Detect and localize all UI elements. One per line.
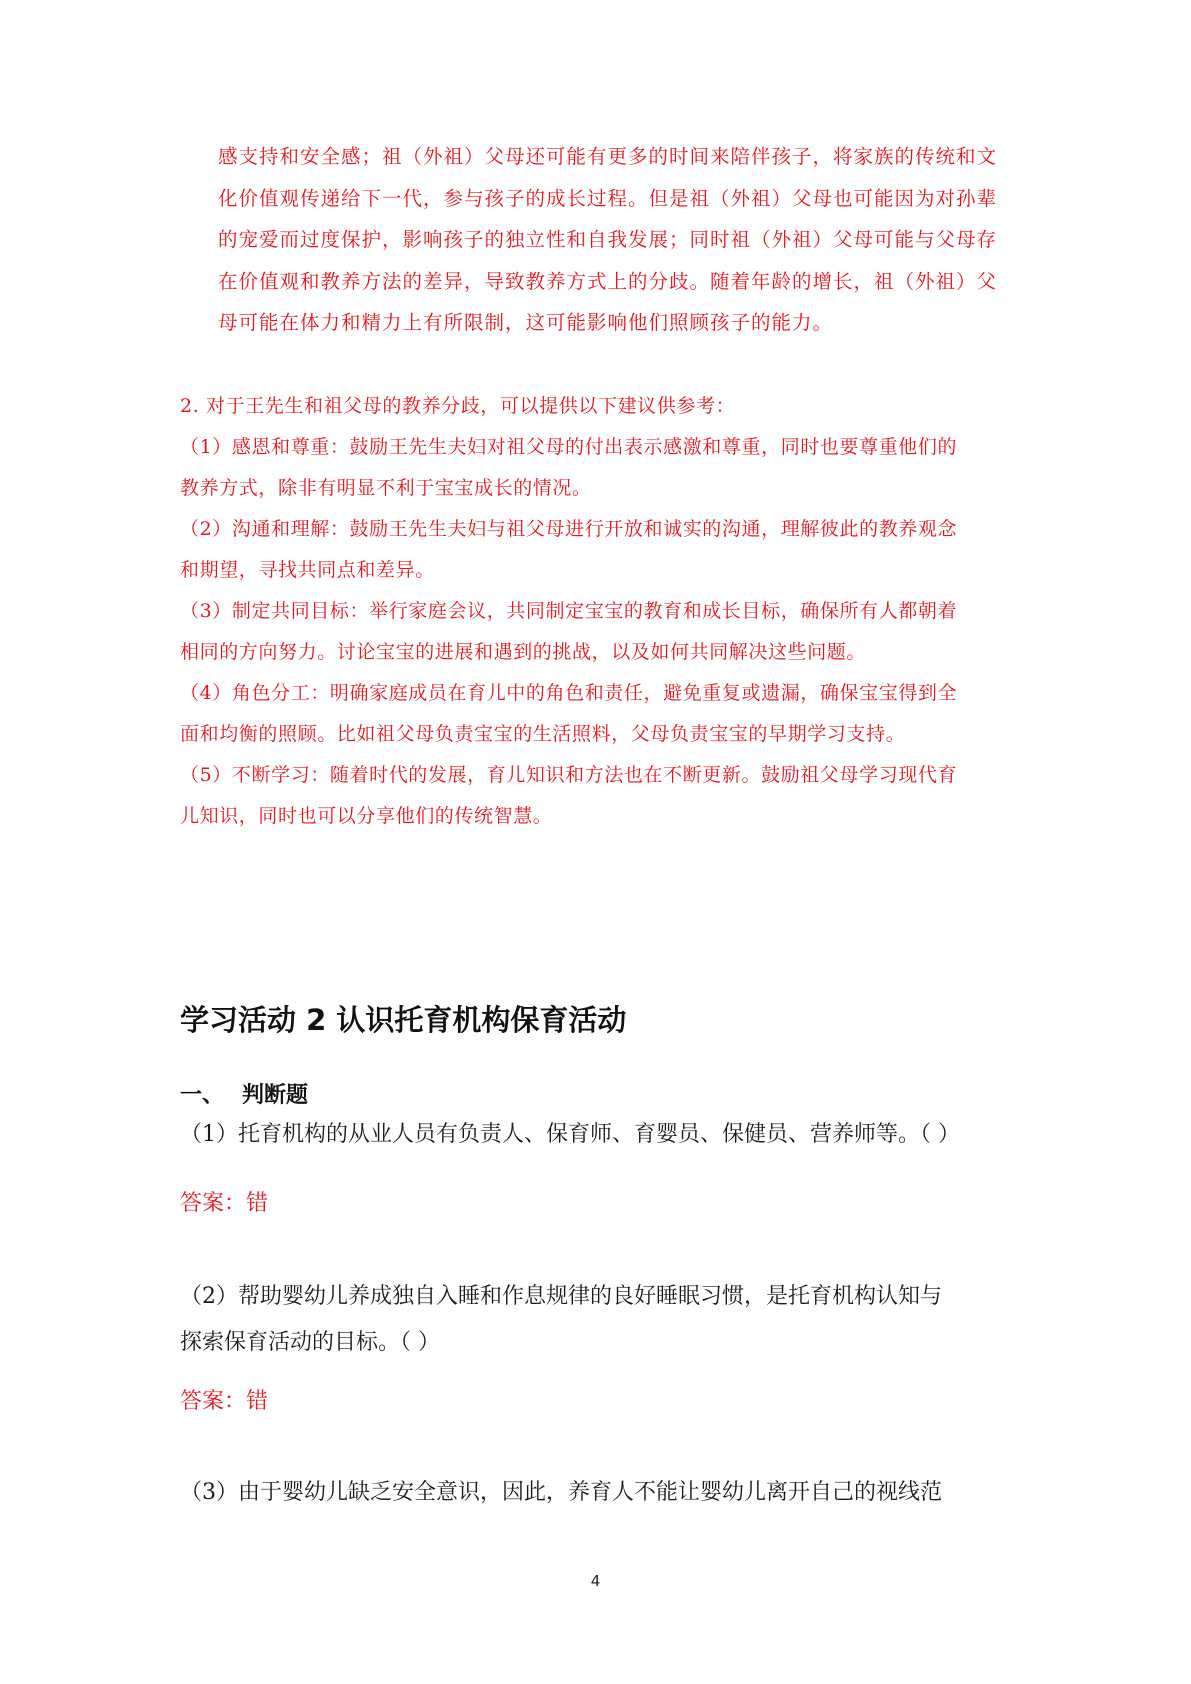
advice-heading: 2. 对于王先生和祖父母的教养分歧，可以提供以下建议供参考： [180,395,736,417]
page-number: 4 [590,1572,601,1590]
advice-line: （5）不断学习：随着时代的发展，育儿知识和方法也在不断更新。鼓励祖父母学习现代育 [180,764,958,786]
subsection-number: 一、 [180,1083,225,1108]
intro-paragraph [218,136,1018,344]
subsection-title [180,1078,308,1109]
advice-line: 教养方式，除非有明显不利于宝宝成长的情况。 [180,477,592,499]
advice-line: （2）沟通和理解：鼓励王先生夫妇与祖父母进行开放和诚实的沟通，理解彼此的教养观念 [180,518,958,540]
question-line: （2）帮助婴幼儿养成独自入睡和作息规律的良好睡眠习惯，是托育机构认知与 [180,1284,942,1309]
answer-1: 答案：错 [180,1191,269,1216]
question-3 [180,1470,1020,1516]
question-1 [180,1112,1020,1158]
paragraph-line: 的宠爱而过度保护，影响孩子的独立性和自我发展；同时祖（外祖）父母可能与父母存 [218,228,998,251]
advice-line: 面和均衡的照顾。比如祖父母负责宝宝的生活照料，父母负责宝宝的早期学习支持。 [180,723,906,745]
advice-line: 儿知识，同时也可以分享他们的传统智慧。 [180,805,553,827]
question-2 [180,1274,1020,1366]
question-line: （1）托育机构的从业人员有负责人、保育师、育婴员、保健员、营养师等。（ ） [180,1122,960,1147]
advice-line: （1）感恩和尊重：鼓励王先生夫妇对祖父母的付出表示感激和尊重，同时也要尊重他们的 [180,436,958,458]
advice-line: 相同的方向努力。讨论宝宝的进展和遇到的挑战，以及如何共同解决这些问题。 [180,641,867,663]
paragraph-line: 母可能在体力和精力上有所限制，这可能影响他们照顾孩子的能力。 [218,311,834,334]
subsection-label: 判断题 [242,1083,309,1108]
answer-2: 答案：错 [180,1389,269,1414]
paragraph-line: 在价值观和教养方法的差异，导致教养方式上的分歧。随着年龄的增长，祖（外祖）父 [218,269,998,293]
advice-line: 和期望，寻找共同点和差异。 [180,559,435,581]
question-line: 探索保育活动的目标。（ ） [180,1330,440,1355]
advice-line: （4）角色分工：明确家庭成员在育儿中的角色和责任，避免重复或遗漏，确保宝宝得到全 [180,682,958,704]
section-title: 学习活动 2 认识托育机构保育活动 [180,1003,627,1037]
paragraph-line: 化价值观传递给下一代，参与孩子的成长过程。但是祖（外祖）父母也可能因为对孙辈 [218,186,998,210]
advice-list [180,386,1020,837]
question-line: （3）由于婴幼儿缺乏安全意识，因此，养育人不能让婴幼儿离开自己的视线范 [180,1480,942,1505]
advice-line: （3）制定共同目标：举行家庭会议，共同制定宝宝的教育和成长目标，确保所有人都朝着 [180,600,958,622]
paragraph-line: 感支持和安全感；祖（外祖）父母还可能有更多的时间来陪伴孩子，将家族的传统和文 [218,145,998,168]
